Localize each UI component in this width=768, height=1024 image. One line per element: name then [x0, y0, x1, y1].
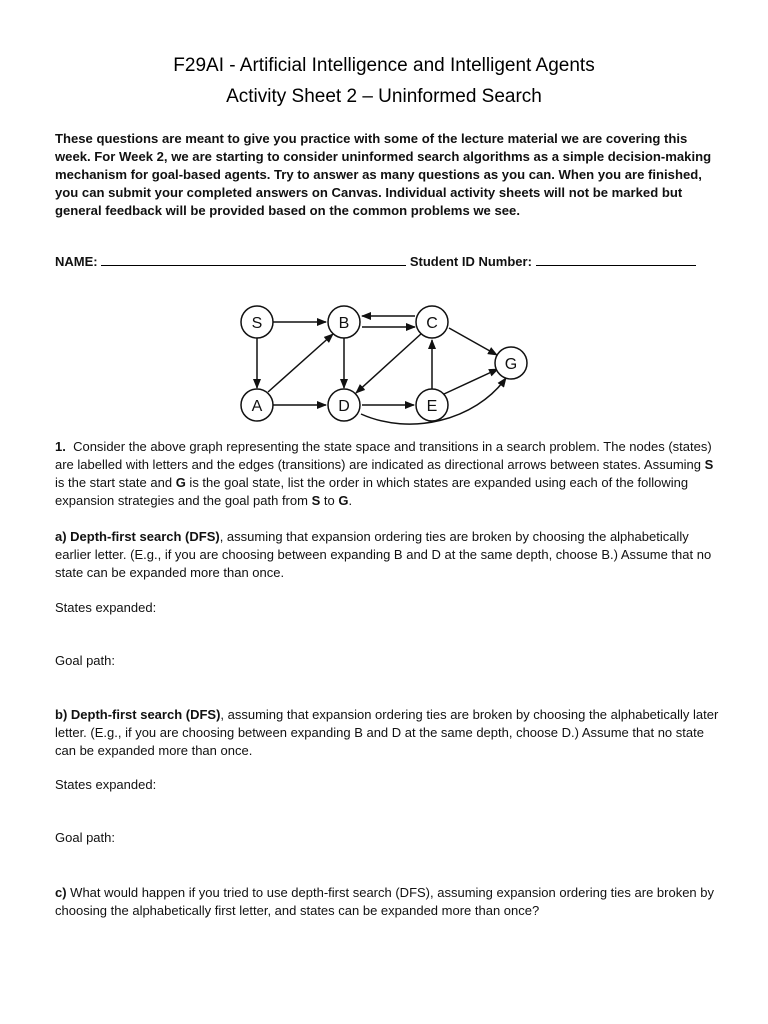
graph-node-g	[495, 347, 527, 379]
q1-start-state: S	[311, 493, 321, 508]
graph-node-b	[328, 306, 360, 338]
node-label: G	[504, 356, 518, 373]
question-b-text	[55, 706, 720, 760]
question-1-text	[55, 438, 720, 510]
graph-node-c	[416, 306, 448, 338]
graph-node-e	[416, 389, 448, 421]
q1-text-part: is the start state and	[55, 475, 176, 490]
node-label: A	[251, 398, 263, 415]
node-label: D	[338, 398, 350, 415]
node-label: C	[426, 315, 438, 332]
q1-goal-state: G	[338, 493, 349, 508]
question-a-label: a) Depth-first search (DFS)	[55, 529, 220, 544]
q1-text-part: Consider the above graph representing the state space and transitions in a search problem. The nodes (states) are labelled with letters and the edges (transitions) are indicated as directional arrows between states. Assuming	[55, 439, 712, 472]
node-label: S	[251, 315, 263, 332]
student-id-blank[interactable]	[536, 253, 696, 266]
question-c-label: c)	[55, 885, 67, 900]
q1-text-part: is the goal state, list the order in which states are expanded using each of the following expansion strategies and the goal path from	[55, 475, 689, 508]
document-subtitle: Activity Sheet 2 – Uninformed Search	[226, 86, 542, 107]
question-a-text	[55, 528, 720, 582]
qb-states-expanded-label: States expanded:	[55, 777, 157, 792]
graph-node-s	[241, 306, 273, 338]
graph-node-a	[241, 389, 273, 421]
state-space-graph	[225, 296, 545, 428]
name-id-line	[55, 253, 715, 269]
q1-goal-state: G	[175, 475, 186, 490]
name-blank[interactable]	[101, 253, 406, 266]
question-c-text	[55, 884, 720, 920]
edge-a-b	[268, 334, 333, 392]
question-b-body: , assuming that expansion ordering ties are broken by choosing the alphabetically later letter. (E.g., if you are choosing between expanding B and D at the same depth, choose D.) Assume that no state can be expanded more than once.	[55, 707, 719, 758]
question-1-number: 1.	[55, 439, 66, 454]
question-a-body: , assuming that expansion ordering ties are broken by choosing the alphabetically earlier letter. (E.g., if you are choosing between expanding B and D at the same depth, choose B.) Assume that no state can be expanded more than once.	[55, 529, 712, 580]
document-title: F29AI - Artificial Intelligence and Intelligent Agents	[173, 55, 595, 76]
student-id-label: Student ID Number:	[409, 254, 532, 269]
question-c-body: What would happen if you tried to use depth-first search (DFS), assuming expansion ordering ties are broken by choosing the alphabetically first letter, and states can be expanded more than once?	[55, 885, 715, 918]
edge-c-g	[449, 328, 497, 355]
qb-goal-path-label: Goal path:	[55, 830, 115, 845]
graph-node-d	[328, 389, 360, 421]
q1-text-part: .	[348, 493, 353, 508]
intro-paragraph: These questions are meant to give you practice with some of the lecture material we are covering this week. For Week 2, we are starting to consider uninformed search algorithms as a simple decision-making mechanism for goal-based agents. Try to answer as many questions as you can. When you are finished, you can submit your completed answers on Canvas. Individual activity sheets will not be marked but general feedback will be provided based on the common problems we see.	[55, 131, 712, 218]
edge-c-d	[356, 333, 422, 393]
question-b-label: b) Depth-first search (DFS)	[55, 707, 221, 722]
qa-states-expanded-label: States expanded:	[55, 600, 157, 615]
qa-goal-path-label: Goal path:	[55, 653, 115, 668]
name-label: NAME:	[55, 254, 98, 269]
edge-e-g	[444, 369, 498, 394]
node-label: B	[338, 315, 350, 332]
node-label: E	[426, 398, 438, 415]
q1-start-state: S	[704, 457, 714, 472]
q1-text-part: to	[320, 493, 339, 508]
